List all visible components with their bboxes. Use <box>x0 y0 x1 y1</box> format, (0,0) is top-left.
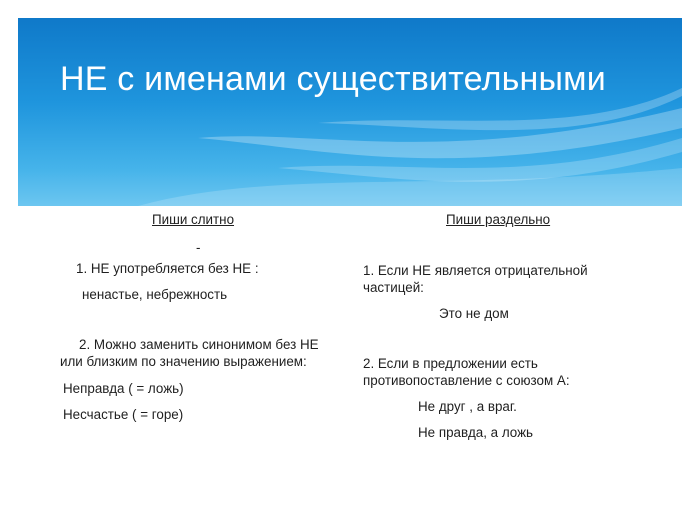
wave-decoration <box>18 18 682 206</box>
right-rule-1-line-2: частицей: <box>363 280 424 295</box>
slide-header <box>18 18 682 206</box>
left-rule-1: 1. НЕ употребляется без НЕ : <box>76 261 259 276</box>
right-rule-2-line-1: 2. Если в предложении есть <box>363 356 538 371</box>
left-heading: Пиши слитно <box>152 212 235 227</box>
right-example-2: Не друг , а враг. <box>418 399 517 414</box>
left-rule-2-line-2: или близким по значению выражением: <box>60 354 307 369</box>
left-example-1: ненастье, небрежность <box>82 287 228 302</box>
left-example-2: Неправда ( = ложь) <box>63 381 184 396</box>
slide-title: НЕ с именами существительными <box>60 60 606 98</box>
right-rule-2-line-2: противопоставление с союзом А: <box>363 373 570 388</box>
right-example-3: Не правда, а ложь <box>418 425 534 440</box>
right-heading: Пиши раздельно <box>446 212 551 227</box>
right-example-1: Это не дом <box>439 306 509 321</box>
right-rule-1-line-1: 1. Если НЕ является отрицательной <box>363 263 588 278</box>
left-dash: - <box>196 240 201 255</box>
left-example-3: Несчастье ( = горе) <box>63 407 184 422</box>
left-rule-2-line-1: 2. Можно заменить синонимом без НЕ <box>79 337 319 352</box>
